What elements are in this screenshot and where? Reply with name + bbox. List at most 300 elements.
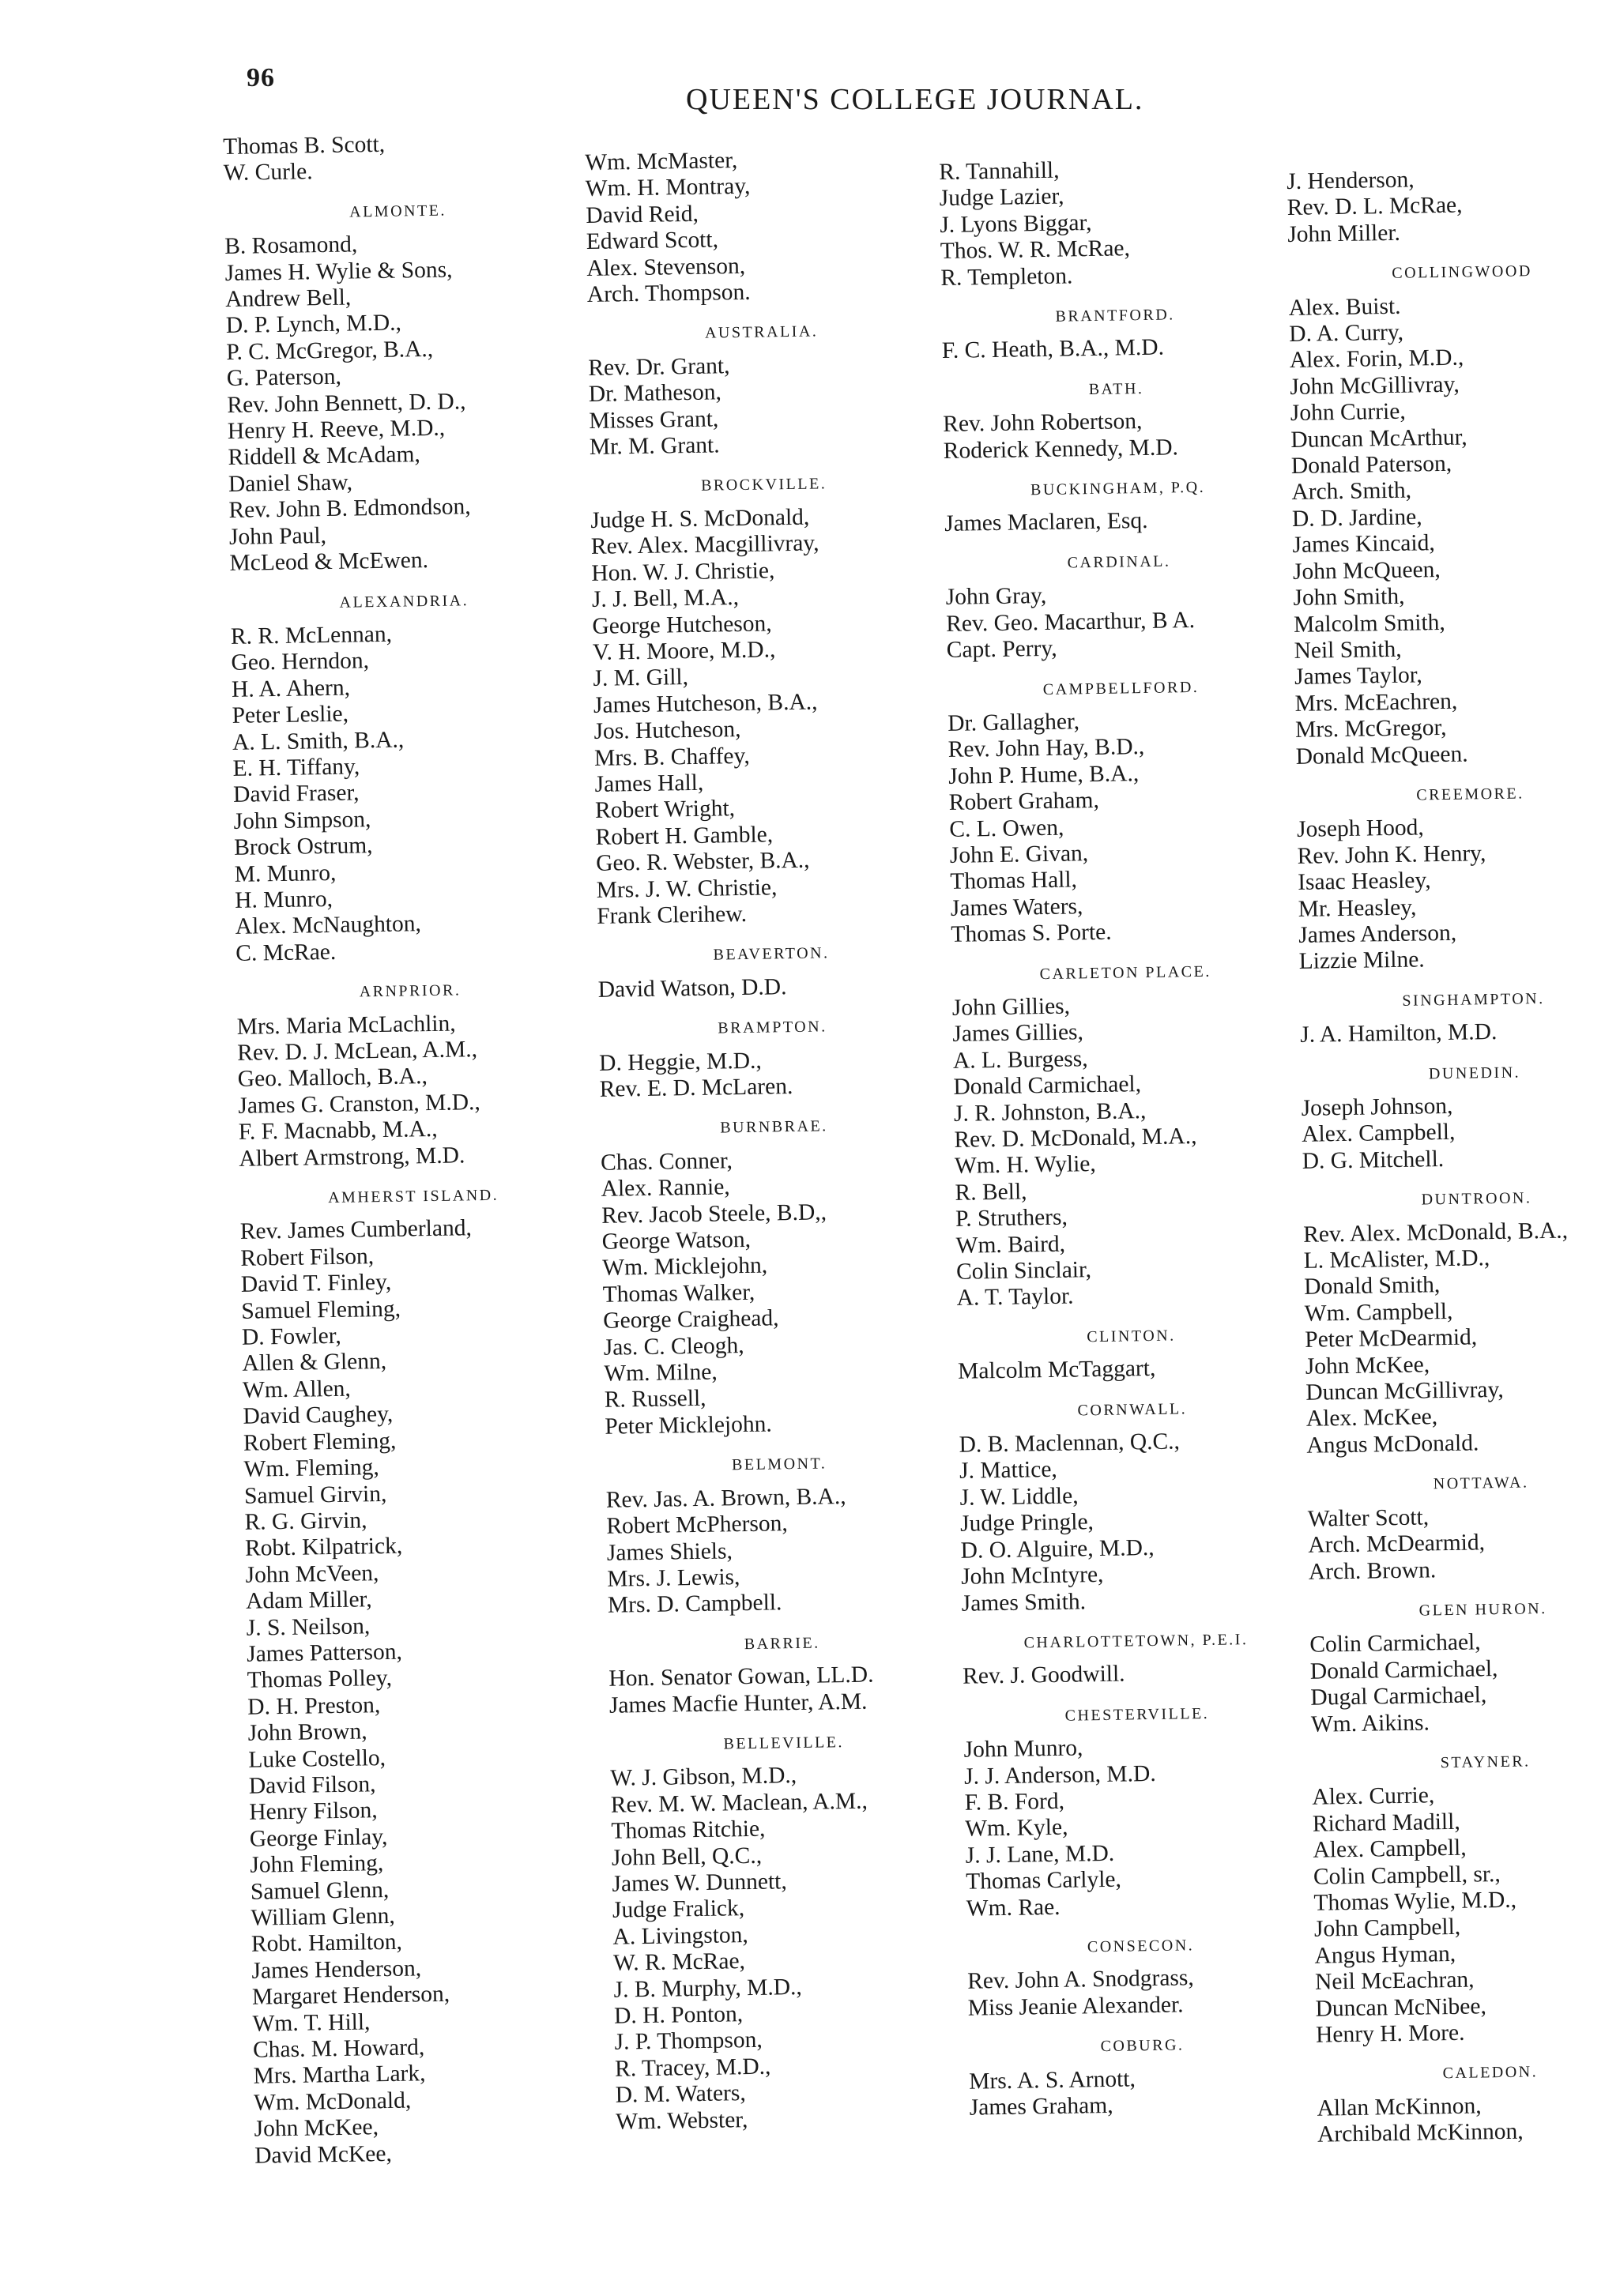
subscriber-name: W. Curle. (223, 159, 313, 186)
town-section (1301, 1058, 1620, 1176)
subscriber-name: J. Mattice, (959, 1457, 1058, 1485)
subscriber-name: Angus Hyman, (1314, 1940, 1456, 1969)
subscriber-name: D. H. Ponton, (613, 2001, 744, 2029)
subscriber-name: Samuel Fleming, (241, 1296, 401, 1324)
subscriber-name: John Currie, (1290, 398, 1406, 427)
subscriber-name: C. L. Owen, (949, 815, 1064, 842)
subscriber-name: Lizzie Milne. (1298, 947, 1425, 975)
town-heading: COLLINGWOOD (1392, 262, 1532, 283)
subscriber-name: H. A. Ahern, (231, 675, 351, 702)
town-section (597, 939, 946, 1003)
subscriber-name: J. P. Thompson, (614, 2027, 763, 2056)
subscriber-name: J. J. Anderson, M.D. (963, 1760, 1156, 1790)
subscriber-name: M. Munro, (234, 860, 337, 887)
subscriber-name: A. T. Taylor. (956, 1283, 1074, 1312)
subscriber-name: Henry H. Reeve, M.D., (227, 415, 446, 445)
subscriber-name: John Munro, (963, 1735, 1083, 1763)
subscriber-name: R. R. McLennan, (230, 621, 393, 649)
town-section (598, 1012, 948, 1103)
subscriber-name: Robert Graham, (948, 788, 1100, 816)
subscriber-name: D. O. Alguire, M.D., (960, 1534, 1155, 1564)
town-heading: CARDINAL. (1067, 552, 1171, 572)
subscriber-name: F. C. Heath, B.A., M.D. (941, 334, 1165, 364)
subscriber-name: R. Tannahill, (939, 157, 1060, 185)
subscriber-name: Arch. Smith, (1291, 478, 1412, 506)
subscriber-name: Mrs. Maria McLachlin, (236, 1011, 456, 1040)
town-heading: CARLETON PLACE. (1039, 962, 1211, 983)
subscriber-name: George Watson, (601, 1226, 752, 1255)
subscriber-name: Margaret Henderson, (251, 1982, 450, 2010)
town-section (951, 958, 1305, 1312)
subscriber-name: Wm. McMaster, (585, 147, 738, 175)
subscriber-name: Thomas Hall, (950, 867, 1078, 895)
town-heading: ALMONTE. (349, 201, 447, 221)
subscriber-name: Wm. Kyle, (964, 1815, 1068, 1842)
town-section (239, 1181, 602, 2170)
subscriber-name: Mrs. McEachren, (1294, 688, 1458, 717)
subscriber-name: Luke Costello, (248, 1745, 386, 1773)
subscriber-name: Judge Lazier, (939, 183, 1064, 212)
subscriber-name: George Craighead, (603, 1305, 779, 1334)
subscriber-name: David Caughey, (243, 1402, 394, 1430)
town-heading: BELMONT. (731, 1455, 827, 1474)
subscriber-name: John Paul, (228, 522, 327, 550)
subscriber-name: F. F. Macnabb, M.A., (238, 1116, 438, 1146)
town-heading: ARNPRIOR. (359, 981, 462, 1001)
town-section (962, 1626, 1310, 1691)
subscriber-name: John E. Givan, (949, 841, 1089, 868)
town-section (609, 1728, 963, 2136)
subscriber-name: Arch. Thompson. (586, 279, 751, 308)
subscriber-name: John Gray, (945, 583, 1047, 611)
subscriber-name: Alex. McKee, (1305, 1404, 1438, 1432)
subscriber-name: Wm. H. Montray, (585, 174, 751, 202)
subscriber-name: James Macfie Hunter, A.M. (608, 1688, 868, 1718)
column-1 (223, 129, 603, 2184)
subscriber-name: J. B. Murphy, M.D., (613, 1974, 803, 2003)
subscriber-name: Thomas Walker, (602, 1279, 755, 1308)
town-heading: BROCKVILLE. (700, 475, 827, 495)
subscriber-name: Brock Ostrum, (233, 833, 373, 861)
subscriber-name: C. McRae. (235, 939, 337, 966)
subscriber-name: Dugal Carmichael, (1310, 1682, 1487, 1711)
subscriber-name: L. McAlister, M.D., (1303, 1245, 1490, 1274)
subscriber-name: P. C. McGregor, B.A., (226, 336, 434, 365)
subscriber-name: John McIntyre, (960, 1562, 1104, 1590)
subscriber-name: Alex. Currie, (1312, 1782, 1435, 1811)
town-section (942, 374, 1291, 465)
subscriber-name: J. R. Johnston, B.A., (953, 1097, 1147, 1127)
subscriber-name: Malcolm McTaggart, (957, 1356, 1156, 1385)
subscriber-name: Donald Carmichael, (1309, 1655, 1498, 1684)
subscriber-name: D. Fowler, (241, 1323, 341, 1350)
town-section (600, 1112, 952, 1440)
subscriber-name: Thomas Wylie, M.D., (1313, 1887, 1517, 1916)
subscriber-name: Peter Leslie, (232, 701, 349, 729)
subscriber-name: Arch. McDearmid, (1308, 1530, 1486, 1558)
subscriber-name: Thomas S. Porte. (951, 919, 1112, 948)
subscriber-name: Roderick Kennedy, M.D. (943, 434, 1179, 464)
town-section (605, 1449, 955, 1619)
subscriber-name: Rev. Jas. A. Brown, B.A., (605, 1483, 846, 1513)
town-section (957, 1321, 1305, 1386)
town-heading: DUNEDIN. (1428, 1063, 1521, 1082)
town-section (1311, 1747, 1620, 2049)
town-section (1296, 779, 1620, 976)
subscriber-name: George Hutcheson, (592, 610, 772, 639)
subscriber-name: Rev. John K. Henry, (1297, 840, 1486, 869)
town-section (1302, 1184, 1620, 1459)
subscriber-name: Rev. Alex. Macgillivray, (590, 530, 819, 560)
subscriber-name: Robert Wright, (594, 796, 736, 824)
subscriber-name: James Taylor, (1294, 662, 1423, 691)
town-section (608, 1628, 957, 1719)
town-heading: BUCKINGHAM, P.Q. (1030, 478, 1206, 499)
subscriber-name: Thomas Polley, (247, 1666, 393, 1694)
subscriber-name: W. R. McRae, (612, 1948, 746, 1976)
subscriber-name: Duncan McGillivray, (1305, 1376, 1504, 1406)
subscriber-name: Geo. R. Webster, B.A., (595, 847, 810, 877)
subscriber-name: James Gillies, (952, 1019, 1084, 1048)
column-3 (939, 154, 1317, 2136)
subscriber-name: Jos. Hutcheson, (593, 717, 741, 745)
subscriber-name: Mrs. J. W. Christie, (596, 874, 778, 903)
subscriber-name: James Hall, (594, 770, 704, 797)
subscriber-name: Judge Fralick, (612, 1895, 745, 1924)
subscriber-name: Mrs. A. S. Arnott, (968, 2065, 1136, 2095)
subscriber-name: John McVeen, (245, 1560, 379, 1588)
town-section (236, 976, 587, 1172)
column-2 (585, 145, 964, 2150)
subscriber-name: Neil Smith, (1294, 636, 1402, 664)
subscriber-name: John Brown, (247, 1718, 367, 1746)
subscriber-name: Robt. Hamilton, (251, 1929, 403, 1958)
subscriber-name: John Fleming, (250, 1850, 384, 1878)
subscriber-name: Rev. John B. Edmondson, (228, 494, 471, 524)
subscriber-name: James H. Wylie & Sons, (224, 257, 453, 286)
subscriber-name: Jas. C. Cleogh, (603, 1332, 744, 1361)
subscriber-name: Rev. John A. Snodgrass, (966, 1965, 1194, 1995)
subscriber-name: A. Livingston, (612, 1921, 749, 1950)
town-heading: BRAMPTON. (718, 1018, 827, 1037)
subscriber-name: Arch. Brown. (1308, 1556, 1437, 1585)
town-section (1309, 1594, 1620, 1738)
subscriber-name: Geo. Herndon, (231, 648, 370, 676)
subscriber-name: Samuel Girvin, (243, 1481, 387, 1509)
town-heading: NOTTAWA. (1433, 1474, 1529, 1493)
town-heading: CONSECON. (1087, 1937, 1195, 1956)
subscriber-name: Rev. D. L. McRae, (1287, 192, 1463, 221)
town-section (941, 300, 1290, 365)
subscriber-name: David T. Finley, (240, 1270, 392, 1298)
subscriber-name: Robert Fleming, (243, 1428, 397, 1456)
subscriber-name: Rev. Geo. Macarthur, B A. (945, 607, 1196, 637)
subscriber-name: James Waters, (950, 894, 1083, 921)
town-section (966, 1931, 1316, 2022)
subscriber-name: James Hutcheson, B.A., (593, 689, 818, 718)
subscriber-name: Wm. McDonald, (253, 2087, 412, 2116)
subscriber-name: James Shiels, (606, 1538, 733, 1566)
column-4 (1287, 164, 1620, 2162)
subscriber-name: McLeod & McEwen. (229, 548, 429, 577)
subscriber-name: Rev. James Cumberland, (239, 1215, 473, 1245)
subscriber-name: Robert McPherson, (606, 1511, 789, 1539)
town-heading: BELLEVILLE. (723, 1733, 845, 1753)
town-section (230, 586, 583, 968)
town-section (1287, 164, 1620, 248)
subscriber-name: Wm. Micklejohn, (601, 1252, 768, 1282)
subscriber-name: Thomas B. Scott, (223, 131, 386, 160)
town-heading: CORNWALL. (1077, 1399, 1188, 1420)
subscriber-name: Angus McDonald. (1306, 1430, 1479, 1459)
town-section (1307, 1468, 1620, 1586)
town-section (224, 196, 577, 578)
subscriber-name: E. H. Tiffany, (232, 754, 360, 781)
subscriber-name: Miss Jeanie Alexander. (967, 1992, 1184, 2021)
subscriber-name: Peter Micklejohn. (605, 1411, 772, 1440)
subscriber-name: Mr. Heasley, (1298, 894, 1417, 922)
subscriber-name: Thos. W. R. McRae, (940, 235, 1131, 265)
subscriber-name: Rev. John Robertson, (943, 408, 1143, 438)
subscriber-name: George Finlay, (249, 1824, 388, 1852)
subscriber-name: Albert Armstrong, M.D. (239, 1142, 465, 1172)
subscriber-name: James Smith. (961, 1588, 1087, 1617)
subscriber-name: Mrs. J. Lewis, (607, 1564, 740, 1592)
subscriber-name: Frank Clerihew. (596, 901, 748, 929)
subscriber-name: Edward Scott, (586, 227, 719, 255)
subscriber-name: Rev. E. D. McLaren. (599, 1074, 793, 1102)
town-heading: CALEDON. (1442, 2063, 1539, 2083)
subscriber-name: Neil McEachran, (1314, 1967, 1475, 1995)
subscriber-name: Capt. Perry, (946, 635, 1057, 664)
subscriber-name: P. Struthers, (955, 1204, 1068, 1233)
town-heading: BRANTFORD. (1055, 306, 1175, 326)
town-section (944, 473, 1292, 538)
subscriber-name: J. M. Gill, (593, 664, 689, 692)
subscriber-name: Rev. D. J. McLean, A.M., (237, 1037, 478, 1066)
subscriber-name: Peter McDearmid, (1305, 1324, 1478, 1353)
subscriber-name: J. Lyons Biggar, (940, 209, 1092, 238)
subscriber-name: Thomas Carlyle, (965, 1866, 1122, 1895)
subscriber-name: John McKee, (254, 2114, 379, 2142)
subscriber-name: James G. Cranston, M.D., (238, 1089, 480, 1119)
subscriber-name: Colin Carmichael, (1309, 1629, 1481, 1658)
town-section (947, 673, 1298, 949)
subscriber-name: John Campbell, (1313, 1914, 1461, 1943)
subscriber-name: Wm. Allen, (242, 1376, 352, 1403)
subscriber-name: J. Henderson, (1287, 167, 1415, 194)
subscriber-name: Hon. W. J. Christie, (591, 557, 775, 586)
subscriber-name: David McKee, (254, 2140, 393, 2169)
subscriber-name: William Glenn, (251, 1903, 396, 1931)
subscriber-name: Rev. J. Goodwill. (962, 1661, 1125, 1690)
town-heading: DUNTROON. (1421, 1189, 1532, 1209)
subscriber-name: Alex. Stevenson, (586, 253, 746, 281)
subscriber-name: Allen & Glenn, (242, 1349, 387, 1377)
subscriber-name: John McKee, (1305, 1352, 1430, 1379)
subscriber-name: D. B. Maclennan, Q.C., (959, 1428, 1181, 1458)
subscriber-name: Daniel Shaw, (228, 469, 353, 497)
town-heading: AMHERST ISLAND. (327, 1186, 499, 1207)
subscriber-name: Mrs. D. Campbell. (607, 1590, 782, 1619)
town-section (945, 547, 1294, 664)
town-heading: STAYNER. (1440, 1752, 1531, 1772)
subscriber-name: V. H. Moore, M.D., (592, 637, 776, 665)
subscriber-name: James W. Dunnett, (612, 1869, 787, 1897)
subscriber-name: Misses Grant, (589, 406, 719, 434)
subscriber-name: Duncan McArthur, (1290, 424, 1467, 453)
town-section (959, 1395, 1309, 1617)
town-heading: AUSTRALIA. (704, 322, 819, 343)
town-heading: BARRIE. (744, 1634, 820, 1653)
subscriber-name: Wm. Aikins. (1310, 1709, 1430, 1737)
subscriber-name: A. L. Smith, B.A., (232, 727, 405, 755)
town-section (1288, 257, 1620, 770)
subscriber-name: Colin Sinclair, (955, 1257, 1092, 1285)
subscriber-name: Richard Madill, (1312, 1809, 1460, 1837)
subscriber-name: Robert Filson, (240, 1244, 375, 1271)
subscriber-name: Rev. Dr. Grant, (588, 352, 730, 381)
subscriber-name: Hon. Senator Gowan, LL.D. (608, 1662, 874, 1692)
town-heading: COBURG. (1100, 2036, 1185, 2056)
subscriber-name: Chas. Conner, (600, 1148, 733, 1176)
subscriber-name: D. M. Waters, (615, 2080, 746, 2108)
subscriber-name: D. P. Lynch, M.D., (225, 310, 402, 339)
subscriber-name: Robert H. Gamble, (595, 822, 774, 850)
subscriber-name: David Fraser, (232, 780, 360, 808)
subscriber-name: Geo. Malloch, B.A., (237, 1063, 428, 1093)
town-heading: SINGHAMPTON. (1402, 989, 1545, 1010)
subscriber-name: W. J. Gibson, M.D., (610, 1763, 797, 1792)
subscriber-name: Donald McQueen. (1295, 741, 1468, 770)
subscriber-name: Rev. John Hay, B.D., (948, 734, 1145, 763)
subscriber-name: Andrew Bell, (225, 284, 352, 313)
subscriber-name: F. B. Ford, (964, 1788, 1065, 1816)
subscriber-name: R. Templeton. (940, 262, 1073, 291)
subscriber-name: H. Munro, (234, 886, 333, 913)
subscriber-name: James Maclaren, Esq. (944, 508, 1148, 537)
town-section (223, 129, 571, 187)
subscriber-name: Malcolm Smith, (1293, 609, 1446, 638)
subscriber-name: Rev. John Bennett, D. D., (227, 388, 466, 418)
subscriber-name: D. H. Preston, (247, 1692, 381, 1720)
town-section (1317, 2057, 1620, 2148)
subscriber-name: Rev. Jacob Steele, B.D,, (601, 1199, 827, 1229)
subscriber-name: J. A. Hamilton, M.D. (1299, 1019, 1498, 1048)
subscriber-name: Riddell & McAdam, (228, 442, 421, 471)
subscriber-name: David Reid, (586, 201, 699, 228)
running-head: QUEEN'S COLLEGE JOURNAL. (686, 83, 1144, 116)
subscriber-name: Chas. M. Howard, (252, 2034, 425, 2063)
subscriber-name: D. G. Mitchell. (1302, 1146, 1445, 1174)
subscriber-name: James Henderson, (251, 1955, 422, 1984)
subscriber-name: David Watson, D.D. (597, 973, 787, 1003)
subscriber-name: Dr. Gallagher, (947, 709, 1080, 736)
subscriber-name: Wm. Baird, (955, 1231, 1066, 1259)
subscriber-name: John Gillies, (951, 993, 1071, 1021)
subscriber-name: Dr. Matheson, (588, 379, 722, 408)
subscriber-name: John McQueen, (1292, 556, 1441, 585)
subscriber-name: James Graham, (969, 2092, 1113, 2121)
subscriber-name: Donald Smith, (1303, 1272, 1441, 1300)
subscriber-name: Alex. Buist. (1288, 293, 1401, 321)
subscriber-name: Alex. Forin, M.D., (1289, 344, 1464, 374)
town-heading: BEAVERTON. (713, 944, 830, 964)
subscriber-name: J. S. Neilson, (246, 1613, 371, 1641)
town-heading: CAMPBELLFORD. (1042, 678, 1200, 698)
town-section (1299, 984, 1620, 1049)
subscriber-name: Judge H. S. McDonald, (590, 504, 810, 533)
subscriber-name: Colin Campbell, sr., (1313, 1861, 1501, 1890)
subscriber-name: Duncan McNibee, (1315, 1993, 1487, 2022)
subscriber-name: Joseph Hood, (1296, 815, 1424, 843)
subscriber-name: A. L. Burgess, (952, 1045, 1088, 1074)
subscriber-name: Alex. Rannie, (601, 1174, 730, 1203)
subscriber-name: Rev. M. W. Maclean, A.M., (610, 1788, 868, 1818)
subscriber-name: Wm. Fleming, (243, 1455, 380, 1482)
town-heading: GLEN HURON. (1418, 1599, 1547, 1620)
subscriber-name: Wm. H. Wylie, (954, 1151, 1096, 1180)
subscriber-name: Walter Scott, (1307, 1504, 1430, 1532)
subscriber-name: Mrs. McGregor, (1294, 715, 1447, 743)
subscriber-name: B. Rosamond, (224, 231, 358, 260)
subscriber-name: Wm. Milne, (604, 1359, 718, 1387)
subscriber-name: Adam Miller, (245, 1586, 372, 1614)
subscriber-name: James Patterson, (246, 1639, 403, 1667)
page-number: 96 (247, 63, 275, 92)
subscriber-name: R. G. Girvin, (244, 1507, 367, 1535)
subscriber-name: Rev. Alex. McDonald, B.A., (1302, 1218, 1569, 1248)
subscriber-name: Donald Paterson, (1290, 450, 1452, 480)
subscriber-name: John McGillivray, (1290, 371, 1460, 400)
subscriber-name: John P. Hume, B.A., (948, 760, 1140, 789)
subscriber-name: J. W. Liddle, (959, 1483, 1079, 1511)
subscriber-name: John Bell, Q.C., (611, 1842, 763, 1871)
subscriber-name: James Anderson, (1298, 920, 1457, 948)
subscriber-name: James Kincaid, (1292, 530, 1435, 559)
subscriber-name: Mrs. B. Chaffey, (593, 743, 750, 771)
subscriber-name: John Simpson, (233, 806, 371, 834)
subscriber-name: Allan McKinnon, (1317, 2093, 1482, 2121)
subscriber-name: Alex. Campbell, (1301, 1120, 1456, 1148)
town-section (968, 2031, 1317, 2121)
town-section (585, 145, 935, 308)
subscriber-name: Rev. D. McDonald, M.A., (954, 1124, 1197, 1153)
subscriber-name: R. Tracey, M.D., (614, 2053, 771, 2082)
subscriber-name: John Smith, (1293, 583, 1405, 612)
subscriber-name: Samuel Glenn, (250, 1876, 390, 1905)
subscriber-name: G. Paterson, (226, 363, 342, 392)
town-heading: CLINTON. (1087, 1327, 1176, 1346)
subscriber-name: Thomas Ritchie, (611, 1816, 766, 1844)
subscriber-name: Joseph Johnson, (1301, 1093, 1453, 1121)
town-section (587, 317, 937, 461)
subscriber-name: J. J. Lane, M.D. (965, 1840, 1115, 1869)
subscriber-name: D. D. Jardine, (1291, 504, 1422, 532)
town-section (963, 1699, 1314, 1922)
town-heading: ALEXANDRIA. (339, 591, 469, 612)
town-heading: BURNBRAE. (720, 1117, 828, 1137)
town-section (590, 470, 944, 931)
subscriber-name: D. Heggie, M.D., (598, 1048, 763, 1076)
subscriber-name: Henry H. More. (1315, 2019, 1465, 2048)
subscriber-name: R. Russell, (604, 1386, 706, 1413)
subscriber-name: Wm. Webster, (615, 2106, 748, 2135)
subscriber-name: R. Bell, (955, 1179, 1027, 1206)
subscriber-name: Henry Filson, (249, 1797, 378, 1826)
subscriber-name: Robt. Kilpatrick, (244, 1533, 403, 1562)
subscriber-name: J. J. Bell, M.A., (591, 585, 740, 613)
